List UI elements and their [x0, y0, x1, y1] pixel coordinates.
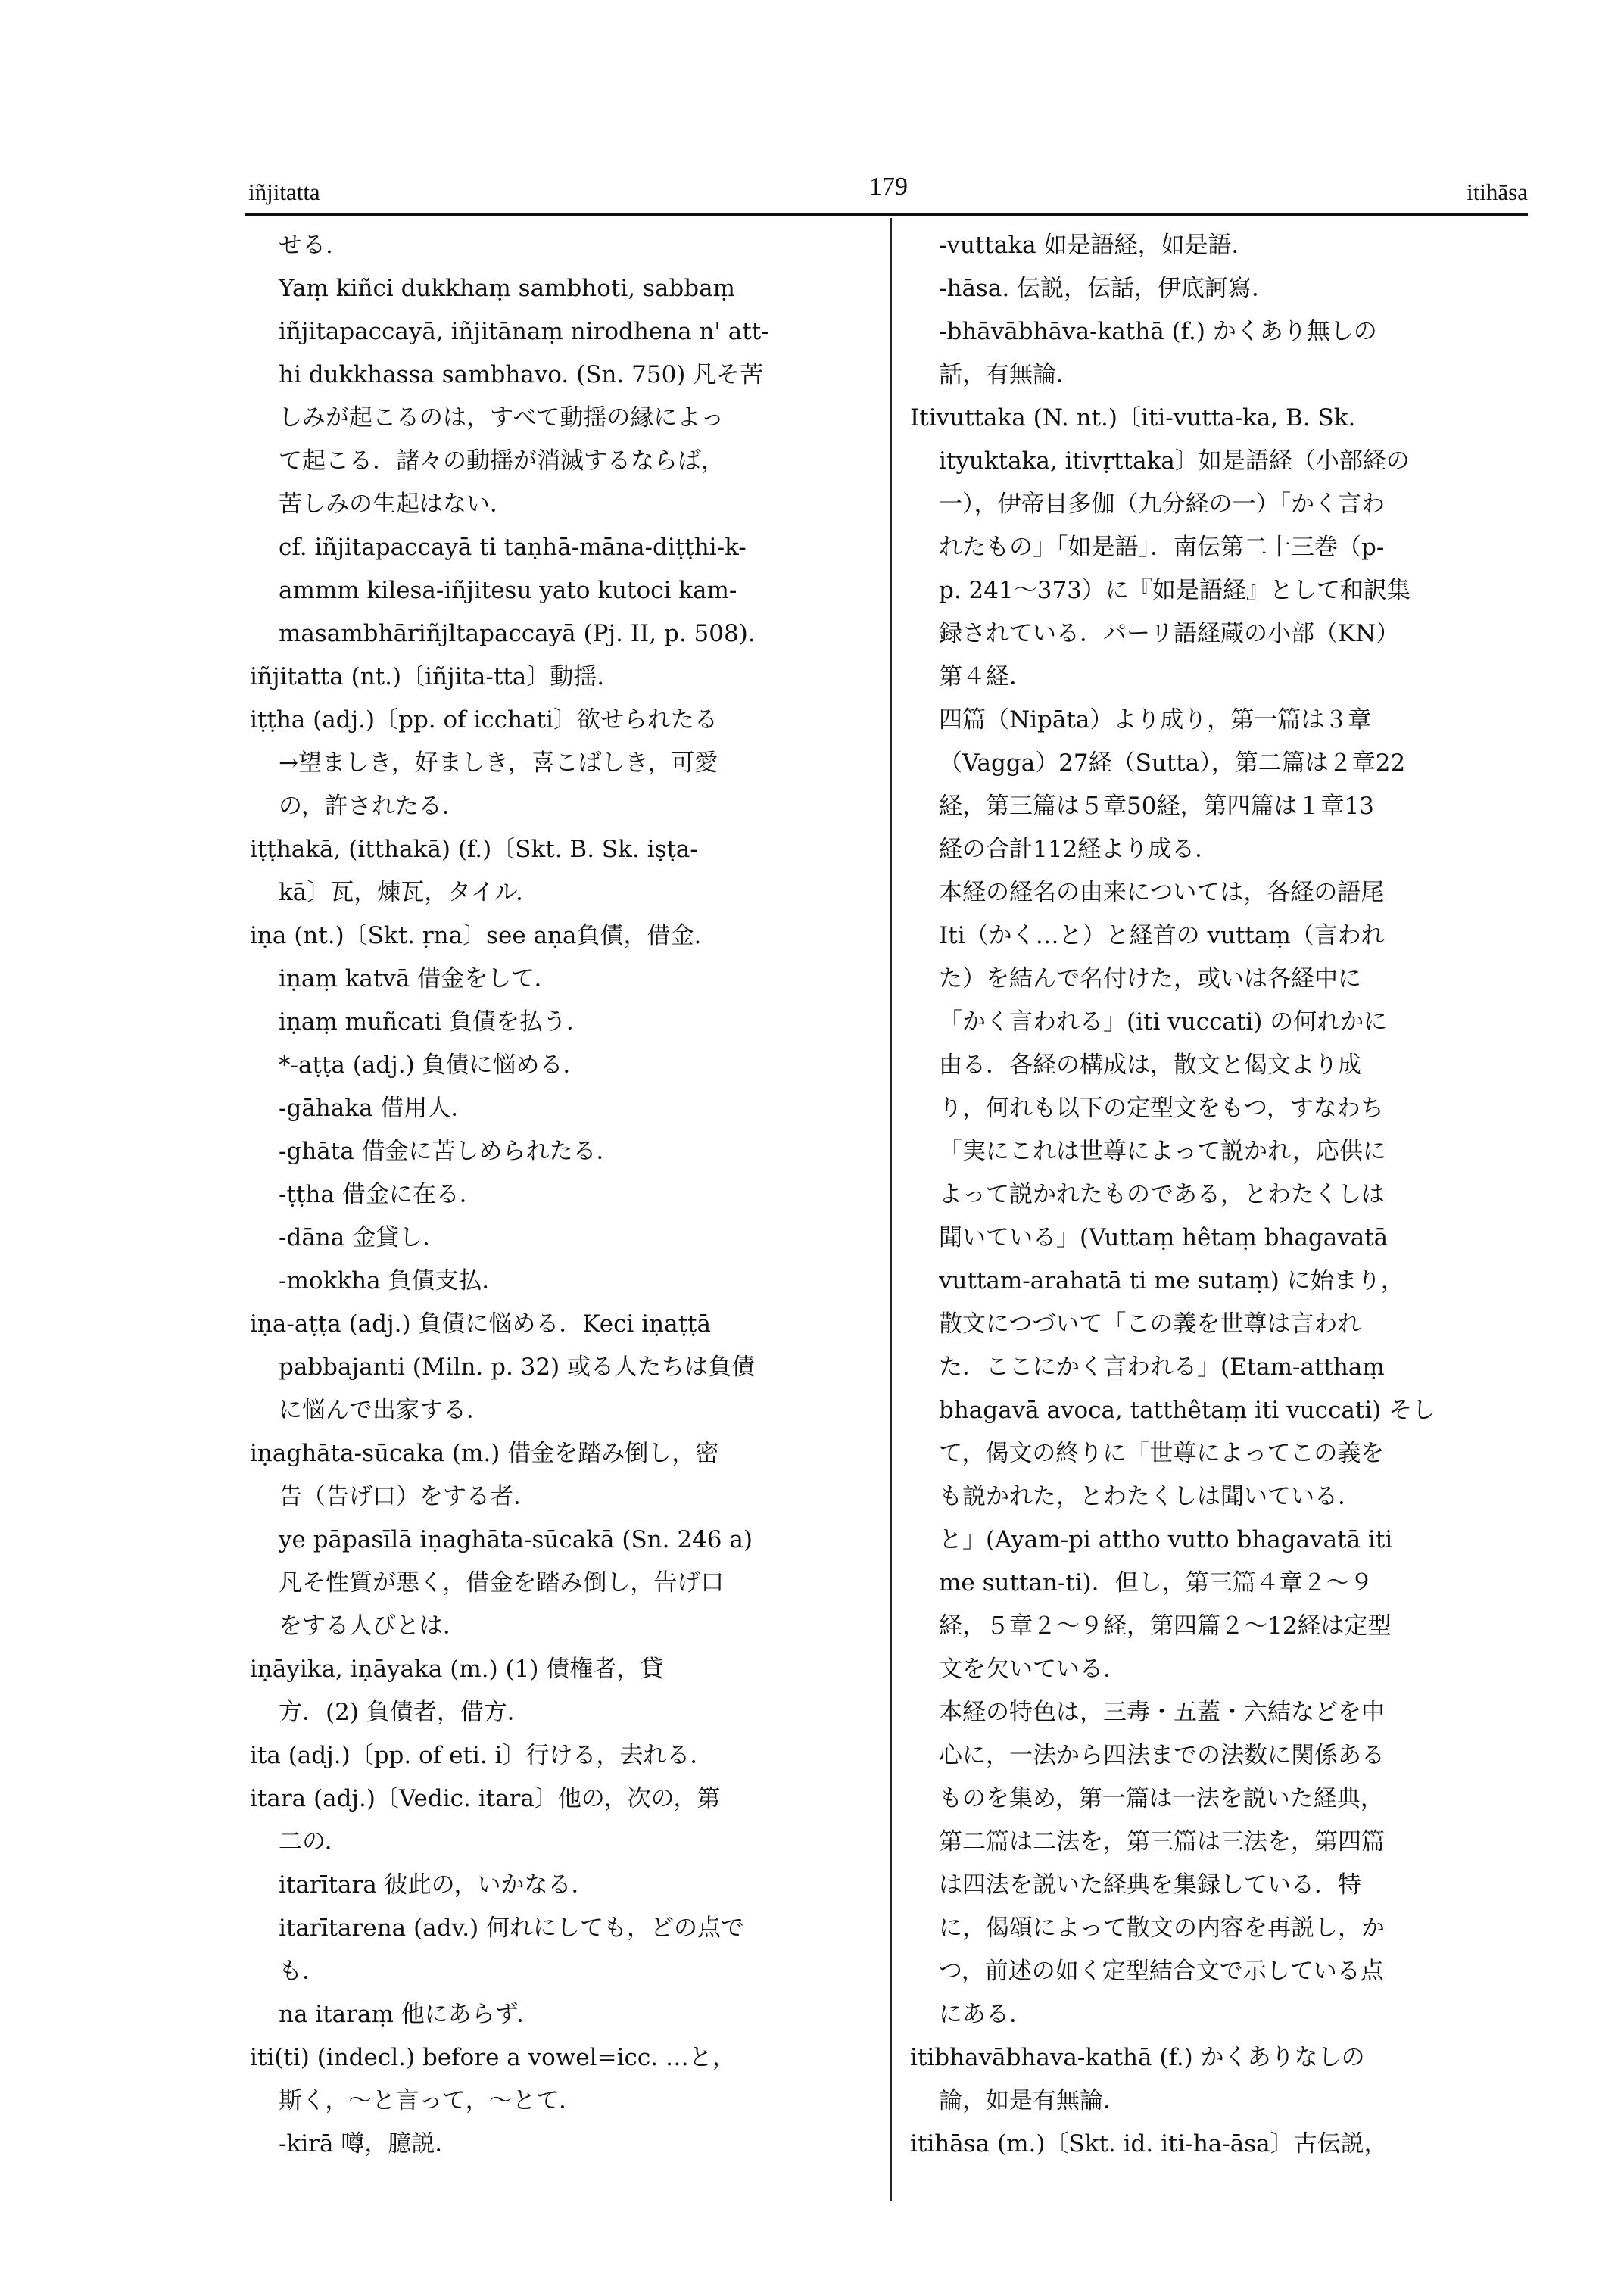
entry-line: 「かく言われる」(iti vuccati) の何れかに — [939, 1008, 1388, 1036]
entry-line: bhagavā avoca, tatthêtaṃ iti vuccati) そし — [939, 1397, 1436, 1424]
headword-line: iṇāyika, iṇāyaka (m.) (1) 債権者，貸 — [250, 1656, 664, 1683]
entry-line: は四法を説いた経典を集録している．特 — [939, 1871, 1361, 1899]
entry-line: -kirā 噂，臆説． — [279, 2130, 459, 2157]
entry-line: 苦しみの生起はない． — [279, 491, 513, 518]
entry-line: て起こる．諸々の動揺が消滅するならば， — [279, 447, 725, 475]
headword-line: iti(ti) (indecl.) before a vowel=icc. …と， — [250, 2044, 736, 2071]
entry-line: ammm kilesa-iñjitesu yato kutoci kam- — [279, 577, 737, 604]
entry-line: iṇaṃ katvā 借金をして． — [279, 965, 558, 992]
entry-line: にある． — [939, 2001, 1033, 2028]
entry-line: ye pāpasīlā iṇaghāta-sūcakā (Sn. 246 a) — [279, 1526, 753, 1553]
entry-line: せる. — [279, 232, 333, 259]
entry-line: て，偈文の終りに「世尊によってこの義を — [939, 1440, 1385, 1467]
entry-line: しみが起こるのは，すべて動揺の縁によっ — [279, 404, 725, 431]
headword-line: iñjitatta (nt.)〔iñjita-tta〕動揺. — [250, 663, 605, 690]
entry-line: Iti（かく…と）と経首の vuttaṃ（言われ — [939, 922, 1385, 949]
entry-line: の，許されたる． — [279, 793, 466, 820]
entry-line: na itaraṃ 他にあらず． — [279, 2001, 541, 2028]
page-number: 179 — [869, 173, 908, 201]
entry-line: *-aṭṭa (adj.) 負債に悩める． — [279, 1051, 587, 1079]
headword-line: ita (adj.)〔pp. of eti. i〕行ける，去れる． — [250, 1742, 714, 1769]
entry-line: iñjitapaccayā, iñjitānaṃ nirodhena n' att- — [279, 318, 769, 345]
entry-line: ものを集め，第一篇は一法を説いた経典， — [939, 1785, 1384, 1812]
left-column — [250, 224, 871, 2166]
entry-line: -mokkha 負債支払． — [279, 1267, 506, 1294]
headword-line: iṇaghāta-sūcaka (m.) 借金を踏み倒し，密 — [250, 1440, 719, 1467]
entry-line: 斯く，～と言って，～とて． — [279, 2087, 583, 2114]
entry-line: -vuttaka 如是語経，如是語． — [939, 232, 1255, 259]
entry-line: 話，有無論． — [939, 361, 1080, 388]
headword-line: Itivuttaka (N. nt.)〔iti-vutta-ka, B. Sk. — [910, 404, 1356, 431]
entry-line: →望ましき，好ましき，喜こばしき，可愛 — [279, 749, 718, 777]
headword-line: iṇa-aṭṭa (adj.) 負債に悩める．Keci iṇaṭṭā — [250, 1310, 711, 1338]
column-divider — [890, 218, 892, 2201]
headword-line: itibhavābhava-kathā (f.) かくありなしの — [910, 2044, 1365, 2071]
entry-line: 心に，一法から四法までの法数に関係ある — [939, 1742, 1385, 1769]
entry-line: 「実にこれは世尊によって説かれ，応供に — [939, 1138, 1386, 1165]
entry-line: 経，第三篇は５章50経，第四篇は１章13 — [939, 793, 1374, 820]
entry-line: 告（告げ口）をする者． — [279, 1483, 537, 1510]
entry-line: ityuktaka, itivṛttaka〕如是語経（小部経の — [939, 447, 1410, 475]
entry-line: itarītara 彼此の，いかなる． — [279, 1871, 595, 1899]
entry-line: をする人びとは． — [279, 1612, 466, 1640]
entry-line: に悩んで出家する． — [279, 1397, 490, 1424]
entry-line: cf. iñjitapaccayā ti taṇhā-māna-diṭṭhi-k- — [279, 534, 747, 561]
entry-line: つ，前述の如く定型結合文で示している点 — [939, 1958, 1384, 1985]
entry-line: た）を結んで名付けた，或いは各経中に — [939, 965, 1361, 992]
header-rule — [245, 213, 1528, 216]
entry-line: Yaṃ kiñci dukkhaṃ sambhoti, sabbaṃ — [279, 275, 735, 302]
entry-line: -gāhaka 借用人． — [279, 1095, 475, 1122]
entry-line: れたもの」「如是語」．南伝第二十三巻（p- — [939, 534, 1385, 561]
entry-line: 二の． — [279, 1828, 348, 1855]
entry-line: 本経の経名の由来については，各経の語尾 — [939, 879, 1385, 906]
headword-line: iṭṭha (adj.)〔pp. of icchati〕欲せられたる — [250, 706, 718, 734]
headword-line: iṇa (nt.)〔Skt. ṛna〕see aṇa負債，借金. — [250, 922, 702, 949]
entry-line: と」(Ayam-pi attho vutto bhagavatā iti — [939, 1526, 1393, 1553]
entry-line: masambhāriñjltapaccayā (Pj. II, p. 508). — [279, 620, 756, 647]
entry-line: よって説かれたものである，とわたくしは — [939, 1181, 1385, 1208]
entry-line: p. 241～373）に『如是語経』として和訳集 — [939, 577, 1410, 604]
entry-line: り，何れも以下の定型文をもつ，すなわち — [939, 1095, 1384, 1122]
entry-line: hi dukkhassa sambhavo. (Sn. 750) 凡そ苦 — [279, 361, 764, 388]
headword-line: iṭṭhakā, (itthakā) (f.)〔Skt. B. Sk. iṣṭa- — [250, 836, 698, 863]
entry-line: pabbajanti (Miln. p. 32) 或る人たちは負債 — [279, 1354, 756, 1381]
entry-line: た．ここにかく言われる」(Etam-atthaṃ — [939, 1354, 1385, 1381]
entry-line: 方．(2) 負債者，借方． — [279, 1699, 531, 1726]
entry-line: -ghāta 借金に苦しめられたる． — [279, 1138, 620, 1165]
entry-line: に，偈頌によって散文の内容を再説し，か — [939, 1914, 1385, 1942]
entry-line: 聞いている」(Vuttaṃ hêtaṃ bhagavatā — [939, 1224, 1389, 1251]
left-guide-word: iñjitatta — [248, 179, 320, 205]
entry-line: -bhāvābhāva-kathā (f.) かくあり無しの — [939, 318, 1377, 345]
entry-line: 散文につづいて「この義を世尊は言われ — [939, 1310, 1361, 1338]
entry-line: -dāna 金貸し． — [279, 1224, 447, 1251]
entry-line: 由る．各経の構成は，散文と偈文より成 — [939, 1051, 1361, 1079]
entry-line: （Vagga）27経（Sutta），第二篇は２章22 — [939, 749, 1406, 777]
entry-line: kā〕瓦，煉瓦，タイル． — [279, 879, 540, 906]
entry-line: iṇaṃ muñcati 負債を払う． — [279, 1008, 591, 1036]
headword-line: itihāsa (m.)〔Skt. id. iti-ha-āsa〕古伝説， — [910, 2130, 1388, 2157]
entry-line: 四篇（Nipāta）より成り，第一篇は３章 — [939, 706, 1372, 734]
right-guide-word: itihāsa — [1467, 179, 1528, 205]
entry-line: も． — [279, 1958, 326, 1985]
entry-line: 本経の特色は，三毒・五蓋・六結などを中 — [939, 1699, 1385, 1726]
entry-line: 第二篇は二法を，第三篇は三法を，第四篇 — [939, 1828, 1385, 1855]
entry-line: 第４経． — [939, 663, 1033, 690]
entry-line: me suttan-ti)．但し，第三篇４章２～９ — [939, 1569, 1373, 1597]
entry-line: 論，如是有無論． — [939, 2087, 1127, 2114]
headword-line: itara (adj.)〔Vedic. itara〕他の，次の，第 — [250, 1785, 721, 1812]
entry-line: vuttam-arahatā ti me sutaṃ) に始まり， — [939, 1267, 1404, 1294]
running-header — [248, 173, 1528, 212]
entry-line: 凡そ性質が悪く，借金を踏み倒し，告げ口 — [279, 1569, 725, 1597]
entry-line: 経の合計112経より成る． — [939, 836, 1219, 863]
entry-line: -ṭṭha 借金に在る． — [279, 1181, 483, 1208]
entry-line: 一），伊帝目多伽（九分経の一）「かく言わ — [939, 491, 1385, 518]
entry-line: 録されている．パーリ語経蔵の小部（KN） — [939, 620, 1400, 647]
entry-line: 文を欠いている． — [939, 1656, 1127, 1683]
entry-line: も説かれた，とわたくしは聞いている． — [939, 1483, 1361, 1510]
entry-line: itarītarena (adv.) 何れにしても，どの点で — [279, 1914, 745, 1942]
entry-line: -hāsa. 伝説，伝話，伊底訶寫． — [939, 275, 1276, 302]
entry-line: 経，５章２～９経，第四篇２～12経は定型 — [939, 1612, 1392, 1640]
right-column — [910, 224, 1531, 2166]
